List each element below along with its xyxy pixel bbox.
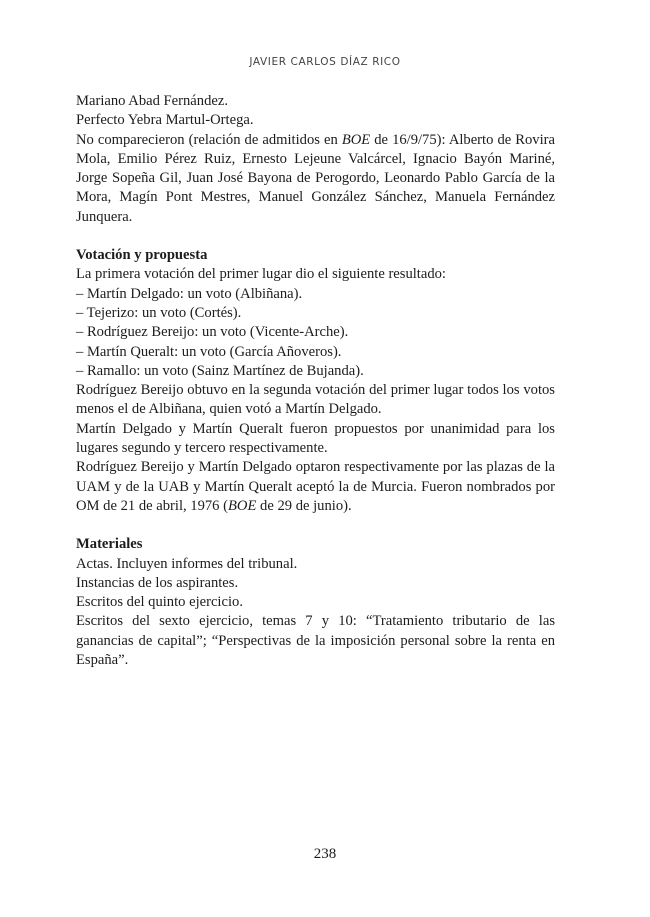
vote-result-line: – Rodríguez Bereijo: un voto (Vicente-Arche). xyxy=(76,324,349,341)
appointment-paragraph xyxy=(76,458,555,516)
boe-reference: BOE xyxy=(341,131,371,148)
absent-names-text: de 16/9/75): Alberto de Rovira Mola, Emilio Pérez Ruiz, Ernesto Lejeune Valcárcel, Ignacio Bayón Mariné, Jorge Sopeña Gil, Juan José Bayona de Perogordo, Leonardo Pablo García de la Mora, Magín Pont Mestres, Manuel González Sánchez, Manuela Fernández Junquera. xyxy=(76,131,555,225)
member-line: Mariano Abad Fernández. xyxy=(76,93,228,109)
appointment-lead-text: Rodríguez Bereijo y Martín Delgado optaron respectivamente por las plazas de la UAM y de la UAB y Martín Queralt aceptó la de Murcia. Fueron nombrados por OM de 21 de abril, 1976 ( xyxy=(76,459,555,514)
page-number: 238 xyxy=(313,846,337,862)
appointment-tail-text: de 29 de junio). xyxy=(256,497,352,514)
absent-lead-text: No comparecieron (relación de admitidos en xyxy=(76,131,342,148)
vote-result-line: – Ramallo: un voto (Sainz Martínez de Bujanda). xyxy=(76,362,364,379)
page-body xyxy=(76,92,555,670)
second-vote-paragraph: Rodríguez Bereijo obtuvo en la segunda votación del primer lugar todos los votos menos el de Albiñana, quien votó a Martín Delgado. xyxy=(76,382,555,418)
vote-result-line: – Martín Queralt: un voto (García Añoveros). xyxy=(76,343,342,360)
running-header: JAVIER CARLOS DÍAZ RICO xyxy=(249,56,401,68)
vote-result-line: – Martín Delgado: un voto (Albiñana). xyxy=(76,285,303,302)
boe-reference: BOE xyxy=(228,497,257,514)
vote-result-line: – Tejerizo: un voto (Cortés). xyxy=(76,304,242,321)
voting-heading: Votación y propuesta xyxy=(76,247,208,264)
materials-item: Instancias de los aspirantes. xyxy=(76,574,239,591)
proposal-paragraph: Martín Delgado y Martín Queralt fueron propuestos por unanimidad para los lugares segundo y tercero respectivamente. xyxy=(76,420,555,457)
materials-item: Escritos del sexto ejercicio, temas 7 y 10: “Tratamiento tributario de las ganancias de capital”; “Perspectivas de la imposición personal sobre la renta en España”. xyxy=(76,613,555,669)
member-line: Perfecto Yebra Martul-Ortega. xyxy=(76,112,254,129)
section-spacer xyxy=(76,516,555,535)
materials-heading: Materiales xyxy=(76,536,143,553)
absent-candidates-paragraph xyxy=(76,131,555,227)
materials-item: Actas. Incluyen informes del tribunal. xyxy=(76,555,298,572)
voting-intro: La primera votación del primer lugar dio el siguiente resultado: xyxy=(76,266,446,283)
section-spacer xyxy=(76,227,555,246)
materials-item: Escritos del quinto ejercicio. xyxy=(76,594,243,611)
